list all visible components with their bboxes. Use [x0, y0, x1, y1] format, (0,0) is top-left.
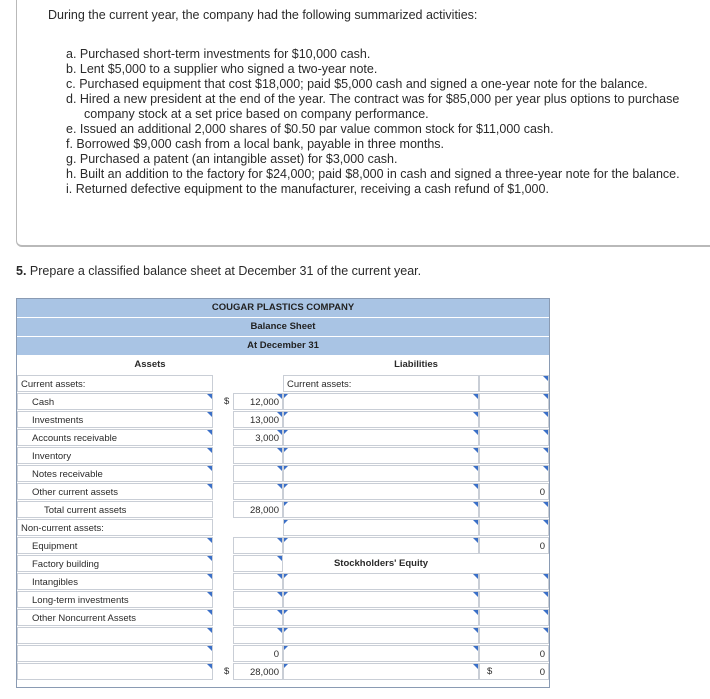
- equity-label-4[interactable]: [283, 627, 479, 644]
- current-assets-label: Current assets:: [17, 375, 213, 392]
- requirement: 5. Prepare a classified balance sheet at December 31 of the current year.: [16, 264, 422, 278]
- balance-sheet: [16, 298, 550, 688]
- liab-label-6[interactable]: [283, 483, 479, 500]
- activity-d: d. Hired a new president at the end of the year. The contract was for $85,000 per year plus options to purchase: [66, 92, 680, 106]
- value-cash[interactable]: 12,000: [233, 393, 283, 410]
- dollar-sign-total-liab-equity: $: [487, 666, 493, 677]
- noncurrent-label: Non-current assets:: [17, 519, 213, 536]
- row-label-inventory[interactable]: Inventory: [17, 447, 213, 464]
- value-other-current[interactable]: [233, 483, 283, 500]
- liab-value-5[interactable]: [479, 465, 549, 482]
- equity-value-2[interactable]: [479, 591, 549, 608]
- liab-value-3[interactable]: [479, 429, 549, 446]
- equity-total: 0: [479, 645, 549, 662]
- company-name: COUGAR PLASTICS COMPANY: [17, 299, 549, 318]
- statement-title: Balance Sheet: [17, 318, 549, 337]
- row-label-notes[interactable]: Notes receivable: [17, 465, 213, 482]
- activity-c: c. Purchased equipment that cost $18,000; paid $5,000 cash and signed a one-year note for the balance.: [66, 77, 648, 91]
- current-liabilities-label: Current assets:: [283, 375, 479, 392]
- row-label-other-noncurrent[interactable]: Other Noncurrent Assets: [17, 609, 213, 626]
- liab-total: 0: [479, 537, 549, 554]
- activity-h: h. Built an addition to the factory for $24,000; paid $8,000 in cash and signed a three-year note for the balance.: [66, 167, 680, 181]
- liab-label-8[interactable]: [283, 519, 479, 536]
- liabilities-heading: Liabilities: [394, 359, 438, 370]
- liab-value-4[interactable]: [479, 447, 549, 464]
- equity-label-6[interactable]: [283, 663, 479, 680]
- total-current-assets-label: Total current assets: [17, 501, 213, 518]
- dollar-sign-cash: $: [224, 396, 230, 407]
- liab-label-1[interactable]: [283, 393, 479, 410]
- current-liab-total: 0: [479, 483, 549, 500]
- liab-value-7[interactable]: [479, 501, 549, 518]
- liab-label-3[interactable]: [283, 429, 479, 446]
- total-liab-equity: 0: [479, 663, 549, 680]
- row-label-equipment[interactable]: Equipment: [17, 537, 213, 554]
- value-total-assets: 28,000: [233, 663, 283, 680]
- row-label-cash[interactable]: Cash: [17, 393, 213, 410]
- row-label-ar[interactable]: Accounts receivable: [17, 429, 213, 446]
- liab-label-7[interactable]: [283, 501, 479, 518]
- value-blank-1[interactable]: [233, 627, 283, 644]
- value-other-noncurrent[interactable]: [233, 609, 283, 626]
- assets-heading: Assets: [134, 359, 166, 370]
- liab-value-2[interactable]: [479, 411, 549, 428]
- blank-label-2[interactable]: [17, 645, 213, 662]
- row-label-lt-investments[interactable]: Long-term investments: [17, 591, 213, 608]
- liab-value-0[interactable]: [479, 375, 549, 392]
- row-label-other-current[interactable]: Other current assets: [17, 483, 213, 500]
- activity-d-cont: company stock at a set price based on company performance.: [84, 107, 429, 121]
- activity-i: i. Returned defective equipment to the manufacturer, receiving a cash refund of $1,000.: [66, 182, 549, 196]
- value-equipment[interactable]: [233, 537, 283, 554]
- statement-date: At December 31: [17, 337, 549, 356]
- equity-label-2[interactable]: [283, 591, 479, 608]
- row-label-factory[interactable]: Factory building: [17, 555, 213, 572]
- activity-g: g. Purchased a patent (an intangible asset) for $3,000 cash.: [66, 152, 398, 166]
- value-total-current: 28,000: [233, 501, 283, 518]
- equity-heading: Stockholders' Equity: [333, 558, 429, 569]
- equity-label-3[interactable]: [283, 609, 479, 626]
- blank-label-1[interactable]: [17, 627, 213, 644]
- value-intangibles[interactable]: [233, 573, 283, 590]
- equity-value-1[interactable]: [479, 573, 549, 590]
- liab-label-4[interactable]: [283, 447, 479, 464]
- intro-text: During the current year, the company had the following summarized activities:: [48, 8, 478, 22]
- equity-label-1[interactable]: [283, 573, 479, 590]
- blank-label-3[interactable]: [17, 663, 213, 680]
- value-lt-investments[interactable]: [233, 591, 283, 608]
- value-ar[interactable]: 3,000: [233, 429, 283, 446]
- value-noncurrent-total: 0: [233, 645, 283, 662]
- activity-f: f. Borrowed $9,000 cash from a local bank, payable in three months.: [66, 137, 444, 151]
- dollar-sign-total-assets: $: [224, 666, 230, 677]
- liab-label-9[interactable]: [283, 537, 479, 554]
- liab-value-1[interactable]: [479, 393, 549, 410]
- equity-label-5[interactable]: [283, 645, 479, 662]
- activity-a: a. Purchased short-term investments for $10,000 cash.: [66, 47, 371, 61]
- value-investments[interactable]: 13,000: [233, 411, 283, 428]
- row-label-intangibles[interactable]: Intangibles: [17, 573, 213, 590]
- liab-value-8[interactable]: [479, 519, 549, 536]
- activity-e: e. Issued an additional 2,000 shares of $0.50 par value common stock for $11,000 cash.: [66, 122, 554, 136]
- value-notes[interactable]: [233, 465, 283, 482]
- row-label-investments[interactable]: Investments: [17, 411, 213, 428]
- equity-value-4[interactable]: [479, 627, 549, 644]
- value-inventory[interactable]: [233, 447, 283, 464]
- liab-label-2[interactable]: [283, 411, 479, 428]
- equity-value-3[interactable]: [479, 609, 549, 626]
- value-factory[interactable]: [233, 555, 283, 572]
- activity-b: b. Lent $5,000 to a supplier who signed a two-year note.: [66, 62, 378, 76]
- liab-label-5[interactable]: [283, 465, 479, 482]
